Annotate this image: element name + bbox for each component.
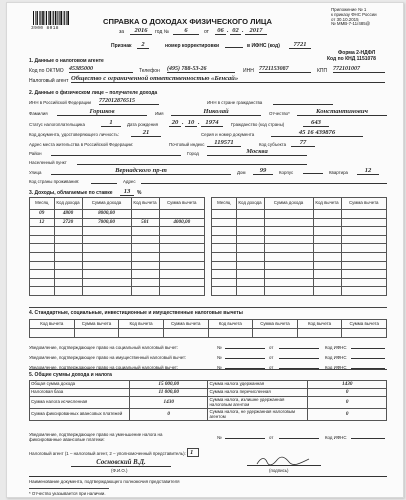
total-label: Налоговая база [30,389,130,397]
income-cell[interactable] [54,287,82,296]
income-cell[interactable] [82,235,131,244]
document-code-field[interactable]: 21 [131,129,161,137]
total-value[interactable]: 1430 [129,397,208,409]
income-cell[interactable]: 4800 [54,210,82,219]
total-label: Сумма налога, не удержанная налоговым агентом [208,409,308,421]
income-header-cell: Сумма дохода [82,198,131,210]
notice-date-field[interactable] [279,343,319,349]
korpus-field[interactable] [303,167,323,174]
total-value[interactable]: 0 [308,409,387,421]
country-code-field[interactable] [91,177,117,184]
income-cell[interactable] [236,287,264,296]
notice-number-field[interactable] [225,353,265,359]
income-cell[interactable]: 2720 [54,218,82,227]
income-cell[interactable] [212,252,237,261]
total-value[interactable]: 1430 [308,381,387,389]
income-header-cell: Код вычета [131,198,159,210]
citizenship-field[interactable]: 643 [303,119,329,127]
income-cell[interactable] [30,287,55,296]
income-cell[interactable] [313,244,341,253]
total-value[interactable]: 11 000,00 [129,389,208,397]
income-header-cell: Код дохода [54,198,82,210]
ifns-code-field[interactable]: 7721 [289,41,311,49]
income-cell[interactable] [236,252,264,261]
income-cell[interactable] [236,278,264,287]
total-label: Сумма налога перечисленная [208,389,308,397]
income-cell[interactable] [82,270,131,279]
date-year-field[interactable]: 2017 [245,27,267,35]
section-5-title: 5. Общие суммы дохода и налога [29,372,112,378]
income-cell[interactable] [30,244,55,253]
income-cell[interactable] [212,218,237,227]
income-cell[interactable] [313,278,341,287]
income-cell[interactable] [212,287,237,296]
notice-date-field[interactable] [279,353,319,359]
deduction-cell[interactable] [342,329,387,338]
income-cell[interactable] [82,261,131,270]
income-cell[interactable] [54,227,82,236]
income-cell[interactable] [131,235,159,244]
income-cell[interactable] [341,287,387,296]
income-header-cell: Код дохода [236,198,264,210]
income-cell[interactable] [159,235,205,244]
document-series-field[interactable]: 45 16 439876 [271,129,363,137]
footnote: * Отчество указывается при наличии. [29,491,106,496]
income-cell[interactable] [341,218,387,227]
reduce-notice-number-field[interactable] [225,433,265,439]
income-cell[interactable] [313,227,341,236]
income-cell[interactable] [212,270,237,279]
income-cell[interactable] [236,261,264,270]
income-cell[interactable] [30,227,55,236]
income-cell[interactable]: 09 [30,210,55,219]
birth-year-field[interactable]: 1974 [201,119,223,127]
section-4-title: 4. Стандартные, социальные, инвестиционные и имущественные налоговые вычеты [29,310,243,316]
income-cell[interactable] [54,270,82,279]
deduction-header-cell: Код вычета [297,320,342,329]
year-field[interactable]: 2016 [130,27,152,35]
taxpayer-status-field[interactable]: 1 [101,119,121,127]
deduction-cell[interactable] [163,329,208,338]
income-cell[interactable] [54,252,82,261]
income-cell[interactable] [236,210,264,219]
income-cell[interactable] [341,278,387,287]
income-cell[interactable] [30,261,55,270]
income-cell[interactable] [82,278,131,287]
income-cell[interactable] [131,261,159,270]
correction-number-field[interactable] [225,41,243,48]
income-cell[interactable] [341,227,387,236]
total-label: Сумма фиксированных авансовых платежей [30,409,130,421]
rate-field[interactable]: 13 [120,188,134,196]
income-cell[interactable] [236,235,264,244]
birth-month-field[interactable]: 10 [185,119,197,127]
section-1-title: 1. Данные о налоговом агенте [29,58,104,64]
total-label: Сумма налога исчисленная [30,397,130,409]
deduction-header-cell: Код вычета [208,320,253,329]
income-cell[interactable] [341,210,387,219]
income-cell[interactable] [82,252,131,261]
total-value[interactable]: 0 [308,389,387,397]
income-header-cell: Сумма вычета [159,198,205,210]
income-cell[interactable] [313,287,341,296]
totals-table [29,380,387,421]
income-cell[interactable] [212,210,237,219]
income-cell[interactable] [236,270,264,279]
deduction-header-cell: Сумма вычета [163,320,208,329]
certificate-number-field[interactable]: 6 [173,27,199,35]
income-cell[interactable] [82,244,131,253]
agent-kpp-field[interactable]: 772101007 [333,66,385,73]
income-cell[interactable] [313,210,341,219]
reduce-notice-ifns-field[interactable] [351,433,385,439]
agent-inn-field[interactable]: 7721153087 [259,66,311,73]
income-cell[interactable] [264,210,313,219]
patronymic-field[interactable]: Константинович [297,108,387,116]
income-cell[interactable] [159,287,205,296]
income-cell[interactable] [236,218,264,227]
total-label: Общая сумма дохода [30,381,130,389]
barcode [33,11,69,25]
income-cell[interactable] [264,244,313,253]
house-field[interactable]: 99 [253,167,273,175]
income-header-cell: Месяц [30,198,55,210]
deduction-header-cell: Сумма вычета [342,320,387,329]
income-cell[interactable] [54,278,82,287]
income-cell[interactable] [212,227,237,236]
income-cell[interactable] [159,227,205,236]
income-header-cell: Месяц [212,198,237,210]
income-cell[interactable] [131,252,159,261]
deduction-header-cell: Код вычета [119,320,164,329]
postcode-field[interactable]: 119571 [207,139,241,147]
birth-day-field[interactable]: 20 [169,119,181,127]
document-title: СПРАВКА О ДОХОДАХ ФИЗИЧЕСКОГО ЛИЦА [103,17,272,26]
income-cell[interactable]: 7000,00 [82,218,131,227]
income-cell[interactable] [82,227,131,236]
income-header-cell: Сумма дохода [264,198,313,210]
foreign-inn-field[interactable] [273,98,333,105]
income-cell[interactable] [159,244,205,253]
deduction-header-cell: Сумма вычета [253,320,298,329]
legal-notice: Приложение № 1 к приказу ФНС России от 30.10.2015 № ММВ-7-11/485@ [331,7,377,27]
total-value[interactable]: 15 000,00 [129,381,208,389]
income-cell[interactable] [54,261,82,270]
income-cell[interactable] [131,287,159,296]
person-inn-field[interactable]: 772012876515 [99,98,159,105]
notice-number-field[interactable] [225,343,265,349]
income-cell[interactable] [341,252,387,261]
section-2-title: 2. Данные о физическом лице – получателе дохода [29,90,158,96]
income-certificate-page: 3900 8018 Приложение № 1 к приказу ФНС России от 30.10.2015 № ММВ-7-11/485@ СПРАВКА О ДОХОДАХ ФИЗИЧЕСКОГО ЛИЦА за 2016 год № 6 от 06 . 02 . 2017 Признак 2 номер корректировки в ИФНС (код) 7721 Форма 2-НДФЛ Код по КНД 1151078 1. Данные о налоговом агенте Код по ОКТМО 45385000 Телефон (495) 788-53-26 ИНН 7721153087 КПП 772101007 Налоговый агент Общество с ограниченной ответственностью «Бенсай» 2. Данные о физическом лице – получателе дохода ИНН в Российской Федерации 772012876515 ИНН в стране гражданства Фамилия Горшков Имя Николай Отчество* Константинович Статус налогоплательщика 1 Дата рождения 20 . 10 . 1974 Гражданство (код страны) 643 Код документа, удостоверяющего личность: 21 Серия и номер документа 45 16 439876 Адрес места жительства в Российской Федерации: Почтовый индекс 119571 Код субъекта 77 Район Город Москва Населенный пункт Улица Вернадского пр-т Дом 99 Корпус Квартира 12 Код страны проживания: Адрес 3. Доходы, облагаемые по ставке 13 % Месяц Код дохода Сумма дохода Код вычета Сумма вычета 09 4800 8000,00 12 2720 7000,00 501 4000,00 Месяц Код дохода Сумма дохода Код вычета Сумма вычета 4. Стандартные, социальные, инвестиционные и имущественные налоговые вычеты Код вычета Сумма вычета Код вычета Сумма вычета Код вычета Сумма вычета Код вычета Сумма вычета Уведомление, подтверждающее право на социальный налоговый вычет: Уведомление, подтверждающее право на имущественный налоговый вычет: Уведомление, подтверждающее право на социальный налоговый вычет: № от Код ИФНС № от Код ИФНС № от Код ИФНС 5. Общие суммы дохода и налога Общая сумма дохода 15 000,00 Сумма налога удержанная 1430 Налоговая база 11 000,00 Сумма налога перечисленная 0 Сумма налога исчисленная 1430 Сумма налога, излишне удержанная налоговым агентом 0 Сумма фиксированных авансовых платежей 0 Сумма налога, не удержанная налоговым агентом 0 Уведомление, подтверждающее право на уменьшение налога на фиксированные авансовые платежи: № от Код ИФНС Налоговый агент (1 – налоговый агент, 2 – уполномоченный представитель): 1 Сосновский В.Д. (Ф.И.О.) (подпись) Наименование документа, подтверждающего полномочия представителя * Отчество указывается при наличии. [6,2,404,498]
deduction-cell[interactable] [297,329,342,338]
date-month-field[interactable]: 02 [230,27,241,35]
total-label: Сумма налога, излишне удержанная налоговым агентом [208,397,308,409]
income-cell[interactable] [313,252,341,261]
income-cell[interactable] [159,270,205,279]
deduction-cell[interactable] [74,329,119,338]
income-cell[interactable] [341,235,387,244]
street-field[interactable]: Вернадского пр-т [51,167,231,175]
income-cell[interactable] [159,278,205,287]
income-cell[interactable] [212,278,237,287]
income-cell[interactable] [159,261,205,270]
barcode-number: 3900 8018 [31,26,59,31]
signer-name-field[interactable]: Сосновский В.Д. [71,459,171,467]
deduction-header-cell: Сумма вычета [74,320,119,329]
income-cell[interactable] [212,235,237,244]
locality-field[interactable] [77,158,307,165]
income-cell[interactable] [264,261,313,270]
income-cell[interactable]: 8000,00 [82,210,131,219]
income-cell[interactable] [264,227,313,236]
flat-field[interactable]: 12 [357,167,379,175]
income-cell[interactable] [341,261,387,270]
foreign-address-field[interactable] [141,177,387,184]
signature-line[interactable] [247,465,321,466]
income-cell[interactable]: 4000,00 [159,218,205,227]
total-value[interactable]: 0 [129,409,208,421]
income-cell[interactable] [313,235,341,244]
income-cell[interactable] [264,287,313,296]
income-cell[interactable] [131,278,159,287]
income-cell[interactable] [212,261,237,270]
agent-name-field[interactable]: Общество с ограниченной ответственностью «Бенсай» [71,75,385,83]
income-cell[interactable] [264,252,313,261]
deduction-cell[interactable] [208,329,253,338]
deduction-table [29,319,387,338]
income-cell[interactable] [313,270,341,279]
income-cell[interactable] [30,270,55,279]
income-cell[interactable] [264,270,313,279]
income-cell[interactable] [212,244,237,253]
region-code-field[interactable]: 77 [291,139,315,147]
income-cell[interactable] [131,210,159,219]
section-3-title: 3. Доходы, облагаемые по ставке [29,190,113,196]
rep-document-field[interactable] [29,476,387,477]
income-cell[interactable] [236,227,264,236]
income-cell[interactable] [54,235,82,244]
oktmo-field[interactable]: 45385000 [69,66,133,73]
agent-sign-value: 1 [190,449,194,456]
district-field[interactable] [51,149,181,156]
surname-field[interactable]: Горшков [57,108,147,116]
income-cell[interactable] [159,210,205,219]
deduction-cell[interactable] [119,329,164,338]
income-cell[interactable]: 12 [30,218,55,227]
income-cell[interactable] [236,244,264,253]
income-cell[interactable] [54,244,82,253]
income-table-left [29,197,205,296]
deduction-cell[interactable] [253,329,298,338]
deduction-header-cell: Код вычета [30,320,75,329]
income-header-cell: Сумма вычета [341,198,387,210]
date-day-field[interactable]: 06 [215,27,226,35]
income-cell[interactable] [30,278,55,287]
income-table-right [211,197,387,296]
sign-field[interactable]: 2 [137,41,149,49]
notice-ifns-field[interactable] [351,343,385,349]
total-label: Сумма налога удержанная [208,381,308,389]
income-header-cell: Код вычета [313,198,341,210]
city-field[interactable]: Москва [207,148,307,156]
income-cell[interactable] [313,218,341,227]
name-field[interactable]: Николай [171,108,261,116]
income-cell[interactable] [264,278,313,287]
income-cell[interactable]: 501 [131,218,159,227]
income-cell[interactable] [159,252,205,261]
income-cell[interactable] [264,218,313,227]
income-cell[interactable] [264,235,313,244]
income-cell[interactable] [131,227,159,236]
income-cell[interactable] [131,270,159,279]
income-cell[interactable] [30,235,55,244]
notice-ifns-field[interactable] [351,353,385,359]
income-cell[interactable] [313,261,341,270]
phone-field[interactable]: (495) 788-53-26 [167,66,235,73]
total-value[interactable]: 0 [308,397,387,409]
reduce-notice-date-field[interactable] [279,433,319,439]
income-cell[interactable] [341,270,387,279]
income-cell[interactable] [341,244,387,253]
income-cell[interactable] [82,287,131,296]
income-cell[interactable] [131,244,159,253]
income-cell[interactable] [30,252,55,261]
deduction-cell[interactable] [30,329,75,338]
